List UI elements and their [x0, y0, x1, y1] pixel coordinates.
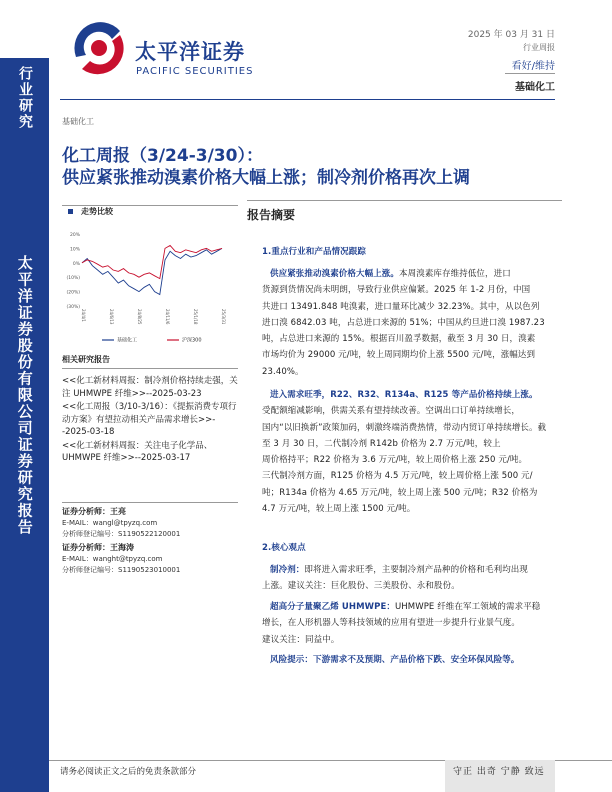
bromine-line: 市场均价为 29000 元/吨，较上周同期均价上涨 5500 元/吨，涨幅达到	[262, 350, 536, 361]
x-tick-label: 25/3/31	[221, 309, 226, 325]
x-tick-label: 24/11/6	[165, 309, 170, 325]
x-tick-label: 25/1/18	[193, 309, 198, 325]
analyst-email[interactable]: E-MAIL：wangl@tpyzq.com	[62, 519, 158, 527]
section-1-title	[262, 244, 568, 260]
uhmwpe-line: 建议关注：同益中。	[262, 634, 340, 645]
series-line	[82, 248, 222, 294]
related-report-item[interactable]: <<化工新材料周报：制冷剂价格持续走强，关注 UHMWPE 纤维>>--2025-03-23	[62, 376, 238, 399]
paragraph-refrigerant	[262, 387, 568, 517]
refrigerant-line: 受配额缩减影响，供需关系有望持续改善。空调出口订单持续增长，	[262, 406, 521, 417]
header-rule	[60, 99, 555, 100]
y-tick-label: 10%	[69, 247, 80, 253]
section-1-heading: 1.重点行业和产品情况跟踪	[262, 247, 366, 257]
y-tick-label: 0%	[72, 261, 80, 267]
report-date: 2025 年 03 月 31 日	[467, 30, 555, 40]
analyst-email[interactable]: E-MAIL：wanght@tpyzq.com	[62, 555, 163, 563]
report-title-line2: 供应紧张推动溴素价格大幅上涨；制冷剂价格再次上调	[62, 168, 470, 188]
bromine-line: 进口溴 6842.03 吨，占总进口来源的 51%；中国从约旦进口溴 1987.23	[262, 317, 545, 328]
sector: 基础化工	[515, 82, 555, 93]
paragraph-refrigerant-view	[262, 562, 568, 595]
y-tick-label: (10%)	[66, 276, 80, 282]
y-tick-label: 20%	[69, 233, 80, 238]
sidebar-section-label	[0, 66, 49, 136]
bromine-line: 本周溴素库存维持低位，进口	[399, 269, 511, 279]
trend-chart	[62, 228, 238, 348]
sidebar-firm-label	[0, 255, 49, 541]
refrigerant-line: 至 3 月 30 日，二代制冷剂 R142b 价格为 2.7 万元/吨，较上	[262, 438, 501, 449]
trend-title	[68, 206, 113, 217]
bullet-square-icon	[68, 209, 73, 214]
y-tick-label: (20%)	[66, 290, 80, 296]
x-tick-label: 24/4/1	[81, 309, 86, 322]
bromine-line: 吨，占总进口来源的 15%。根据百川盈孚数据，截至 3 月 30 日，溴素	[262, 334, 536, 345]
section-2-heading: 2.核心观点	[262, 543, 306, 553]
summary-title: 报告摘要	[247, 200, 562, 226]
paragraph-uhmwpe	[262, 599, 568, 648]
sidebar-firm-text: 太平洋证券股份有限公司证券研究报告	[15, 255, 34, 536]
bromine-line: 货源到货情况尚未明朗，导致行业供应偏紧。2025 年 1-2 月份，中国	[262, 285, 531, 296]
y-tick-label: (30%)	[66, 305, 80, 310]
refrigerant-line: 周价格持平；R22 价格为 3.6 万元/吨，较上周价格上涨 250 元/吨。	[262, 455, 528, 466]
footer-disclaimer[interactable]: 请务必阅读正文之后的免责条款部分	[60, 767, 197, 777]
legend-label: 基础化工	[117, 337, 138, 344]
section-2-title	[262, 540, 568, 556]
uhmwpe-line: UHMWPE 纤维在军工领域的需求平稳	[394, 602, 541, 612]
related-reports-title: 相关研究报告	[62, 354, 238, 369]
bromine-line: 共进口 13491.848 吨溴素，进口量环比减少 32.23%。其中，从以色列	[262, 301, 540, 312]
legend-label: 沪深300	[182, 337, 202, 344]
x-tick-label: 24/6/13	[109, 309, 114, 325]
refrigerant-line: 4.7 万元/吨，较上周上涨 1500 元/吨。	[262, 504, 416, 515]
paragraph-bromine	[262, 266, 568, 380]
bromine-head: 供应紧张推动溴素价格大幅上涨。	[270, 269, 400, 279]
refrigerant-line: 国内“以旧换新”政策加码，刺激终端消费热情，带动内贸订单持续增长。截	[262, 422, 547, 433]
brand-name-en: PACIFIC SECURITIES	[136, 66, 254, 77]
refrigerant-head: 进入需求旺季，R22、R32、R134a、R125 等产品价格持续上涨。	[270, 390, 538, 400]
analysts-block	[62, 502, 238, 575]
related-report-item[interactable]: <<化工周报（3/10-3/16）：《提振消费专项行动方案》有望拉动相关产品需求增长>>--2025-03-18	[62, 402, 237, 437]
analyst-card	[62, 506, 238, 539]
uhmwpe-head: 超高分子量聚乙烯 UHMWPE：	[270, 602, 395, 612]
header-divider	[505, 73, 555, 74]
category-label: 基础化工	[62, 117, 94, 126]
analyst-name: 证券分析师：王海涛	[62, 543, 134, 552]
footer-motto: 守正 出奇 宁静 致远	[453, 767, 545, 777]
refrigerant-line: 三代制冷剂方面，R125 价格为 4.5 万元/吨，较上周价格上涨 500 元/	[262, 471, 533, 482]
sidebar-section-text: 行业研究	[17, 66, 33, 130]
risk-text: 风险提示：下游需求不及预期、产品价格下跌、安全环保风险等。	[270, 655, 520, 665]
x-tick-label: 24/8/25	[137, 309, 142, 325]
analyst-cert: 分析师登记编号：S1190523010001	[62, 565, 181, 574]
refrigerant-line: 吨；R134a 价格为 4.65 万元/吨，较上周上涨 500 元/吨；R32 价格为	[262, 487, 538, 498]
analyst-cert: 分析师登记编号：S1190522120001	[62, 529, 181, 538]
report-title-line1: 化工周报（3/24-3/30）：	[62, 146, 263, 166]
bromine-line: 23.40%。	[262, 366, 304, 377]
pacific-logo-icon	[68, 17, 128, 77]
risk-warning	[262, 652, 568, 668]
trend-title-text: 走势比较	[81, 207, 113, 216]
view-refrigerant-line: 上涨。建议关注：巨化股份、三美股份、永和股份。	[262, 581, 460, 592]
uhmwpe-line: 增长，在人形机器人等科技领域的应用有望进一步提升行业景气度。	[262, 618, 521, 629]
related-reports-list	[62, 375, 238, 465]
related-report-item[interactable]: <<化工新材料周报：关注电子化学品、UHMWPE 纤维>>--2025-03-17	[62, 440, 213, 463]
analyst-card	[62, 542, 238, 575]
view-refrigerant-head: 制冷剂：	[270, 565, 305, 575]
analyst-name: 证券分析师：王亮	[62, 507, 126, 516]
report-type: 行业周报	[523, 43, 555, 52]
brand-name-cn: 太平洋证券	[135, 39, 245, 64]
rating: 看好/维持	[511, 61, 555, 72]
view-refrigerant-line: 即将进入需求旺季，主要制冷剂产品种的价格和毛利均出现	[304, 565, 529, 575]
